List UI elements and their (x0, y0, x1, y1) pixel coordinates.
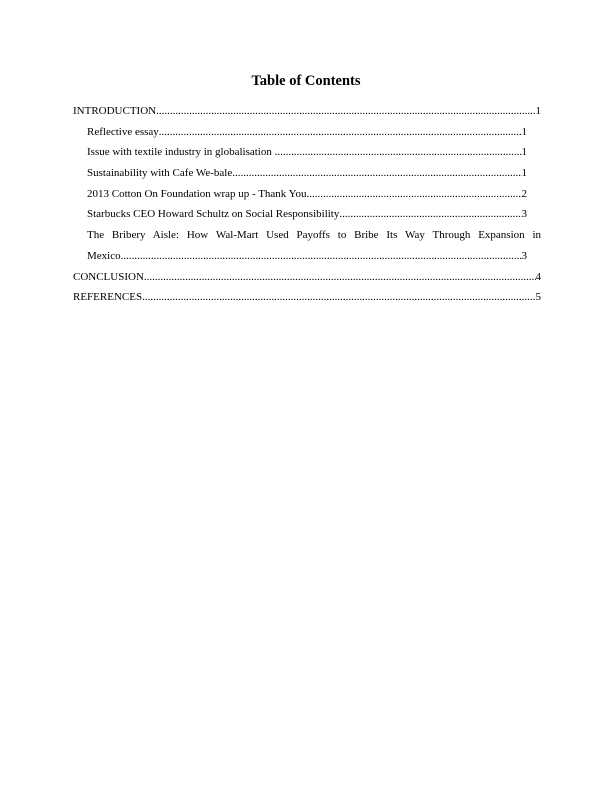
toc-page-number: 4 (535, 270, 541, 283)
dot-leader (121, 246, 522, 267)
dot-leader (339, 204, 521, 225)
dot-leader (144, 267, 536, 288)
toc-entry-textile-industry[interactable] (73, 142, 541, 163)
toc-entry-label: The Bribery Aisle: How Wal-Mart Used Payoffs to Bribe Its Way Through Expansion in (87, 229, 541, 242)
toc-entry-starbucks[interactable] (73, 204, 541, 225)
toc-entry-label: INTRODUCTION (73, 105, 157, 117)
toc-page-number: 1 (535, 105, 541, 117)
toc-title: Table of Contents (251, 73, 361, 89)
dot-leader (232, 163, 521, 184)
toc-entry-label: 2013 Cotton On Foundation wrap up - Thank You (87, 187, 307, 200)
dot-leader (156, 101, 535, 122)
dot-leader (159, 122, 522, 143)
toc-entry-label: REFERENCES (73, 291, 143, 304)
dot-leader (142, 287, 535, 308)
toc-entry-cotton-on-foundation[interactable] (73, 184, 541, 205)
toc-page-number: 1 (521, 146, 527, 159)
toc-page-number: 5 (535, 291, 541, 304)
toc-entry-cafe-we-bale[interactable] (73, 163, 541, 184)
toc-page-number: 3 (521, 208, 527, 221)
toc-entry-introduction[interactable] (73, 101, 541, 122)
toc-page-number: 1 (521, 125, 527, 138)
toc-page-number: 2 (521, 187, 527, 200)
toc-entry-label: Reflective essay (87, 125, 159, 138)
toc-entry-references[interactable] (73, 287, 541, 308)
toc-entry-label: CONCLUSION (73, 270, 144, 283)
toc-entry-walmart-line2[interactable] (73, 246, 541, 267)
dot-leader (307, 184, 522, 205)
toc-entry-label: Starbucks CEO Howard Schultz on Social Responsibility (87, 208, 340, 221)
toc-page-number: 1 (521, 167, 527, 180)
toc-page-number: 3 (521, 249, 527, 262)
toc-entry-label: Issue with textile industry in globalisation (87, 146, 275, 159)
toc-entry-label: Sustainability with Cafe We-bale (87, 167, 233, 180)
dot-leader (275, 142, 522, 163)
toc-entry-reflective-essay[interactable] (73, 122, 541, 143)
toc-entry-conclusion[interactable] (73, 267, 541, 288)
toc-entry-label: Mexico (87, 249, 121, 262)
toc-entry-walmart-line1[interactable] (73, 225, 541, 246)
table-of-contents (73, 101, 541, 308)
